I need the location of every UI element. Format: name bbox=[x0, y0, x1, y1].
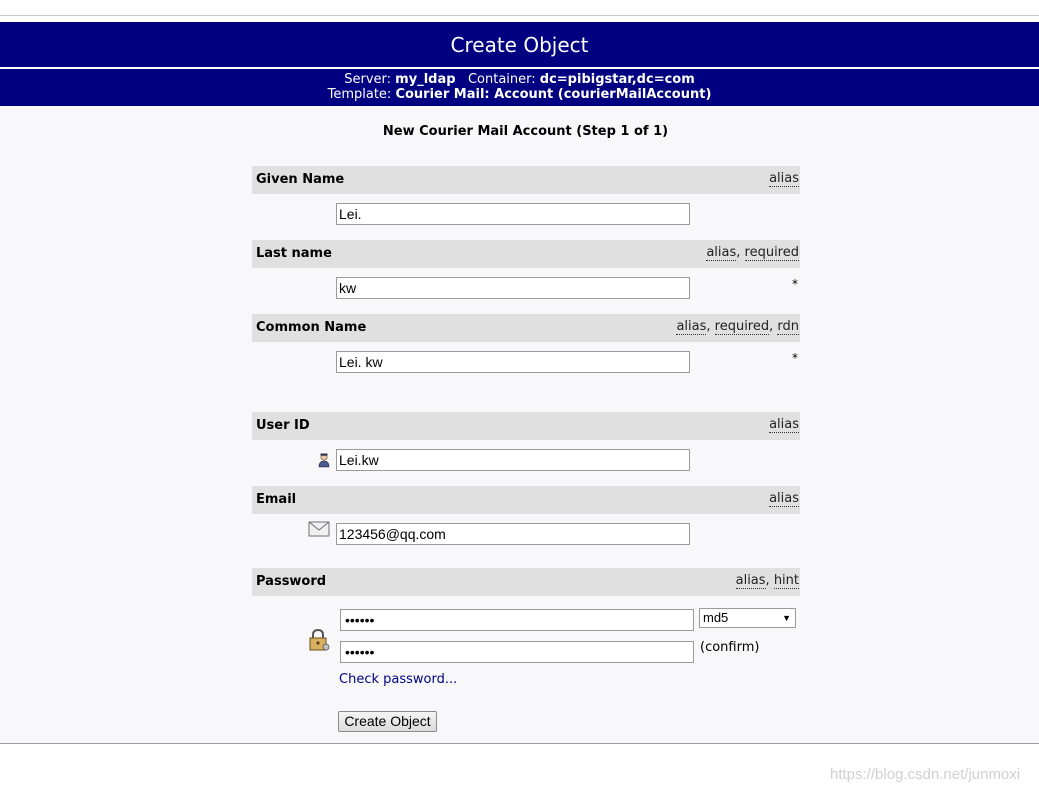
container-value: dc=pibigstar,dc=com bbox=[539, 72, 695, 87]
last-name-input[interactable] bbox=[336, 277, 690, 299]
alias-flag: alias bbox=[769, 417, 799, 432]
hint-flag: hint bbox=[773, 573, 799, 588]
required-star: * bbox=[792, 277, 798, 291]
required-flag: required bbox=[714, 319, 770, 334]
given-name-header bbox=[252, 166, 800, 194]
email-input[interactable] bbox=[336, 523, 690, 545]
common-name-input[interactable] bbox=[336, 351, 690, 373]
email-label: Email bbox=[256, 492, 297, 507]
dropdown-arrow-icon: ▼ bbox=[782, 613, 791, 623]
alias-flag: alias bbox=[735, 573, 766, 588]
alias-flag: alias bbox=[769, 491, 799, 506]
page-title: Create Object bbox=[0, 22, 1039, 67]
server-value: my_ldap bbox=[395, 72, 456, 87]
top-divider bbox=[0, 15, 1039, 16]
template-line bbox=[0, 87, 1039, 102]
user-id-label: User ID bbox=[256, 418, 310, 433]
hash-select-value: md5 bbox=[703, 610, 729, 625]
alias-flag: alias bbox=[676, 319, 707, 334]
password-label: Password bbox=[256, 574, 327, 589]
password-header bbox=[252, 568, 800, 596]
user-id-input[interactable] bbox=[336, 449, 690, 471]
container-label: Container: bbox=[467, 72, 536, 87]
create-object-button[interactable]: Create Object bbox=[338, 711, 437, 732]
common-name-label: Common Name bbox=[256, 320, 367, 335]
alias-flag: alias bbox=[706, 245, 737, 260]
hash-select[interactable] bbox=[699, 608, 796, 628]
watermark: https://blog.csdn.net/junmoxi bbox=[830, 766, 1021, 783]
user-id-flags bbox=[769, 412, 799, 438]
email-header bbox=[252, 486, 800, 514]
rdn-flag: rdn bbox=[777, 319, 799, 334]
object-info-bar bbox=[0, 69, 1039, 106]
email-flags bbox=[769, 486, 799, 512]
given-name-label: Given Name bbox=[256, 172, 345, 187]
common-name-flags: alias, required, rdn bbox=[676, 319, 799, 334]
common-name-header bbox=[252, 314, 800, 342]
required-flag: required bbox=[744, 245, 799, 260]
mail-envelope-icon bbox=[308, 521, 330, 537]
bottom-divider bbox=[0, 743, 1039, 744]
server-label: Server: bbox=[344, 72, 392, 87]
user-id-header bbox=[252, 412, 800, 440]
template-label: Template: bbox=[327, 87, 392, 102]
last-name-flags: alias, required bbox=[706, 245, 799, 260]
password-confirm-input[interactable]: •••••• bbox=[340, 641, 694, 663]
template-value: Courier Mail: Account (courierMailAccount) bbox=[395, 87, 712, 102]
password-input[interactable]: •••••• bbox=[340, 609, 694, 631]
given-name-input[interactable] bbox=[336, 203, 690, 225]
user-icon bbox=[316, 452, 332, 468]
step-title: New Courier Mail Account (Step 1 of 1) bbox=[382, 124, 669, 139]
lock-icon bbox=[307, 628, 331, 652]
alias-flag: alias bbox=[769, 171, 799, 186]
last-name-label: Last name bbox=[256, 246, 332, 261]
check-password-link[interactable]: Check password... bbox=[339, 672, 458, 687]
required-star: * bbox=[792, 351, 798, 365]
server-container-line bbox=[0, 72, 1039, 87]
last-name-header bbox=[252, 240, 800, 268]
password-flags: alias, hint bbox=[735, 573, 799, 588]
given-name-flags bbox=[769, 166, 799, 192]
confirm-label: (confirm) bbox=[700, 640, 760, 655]
